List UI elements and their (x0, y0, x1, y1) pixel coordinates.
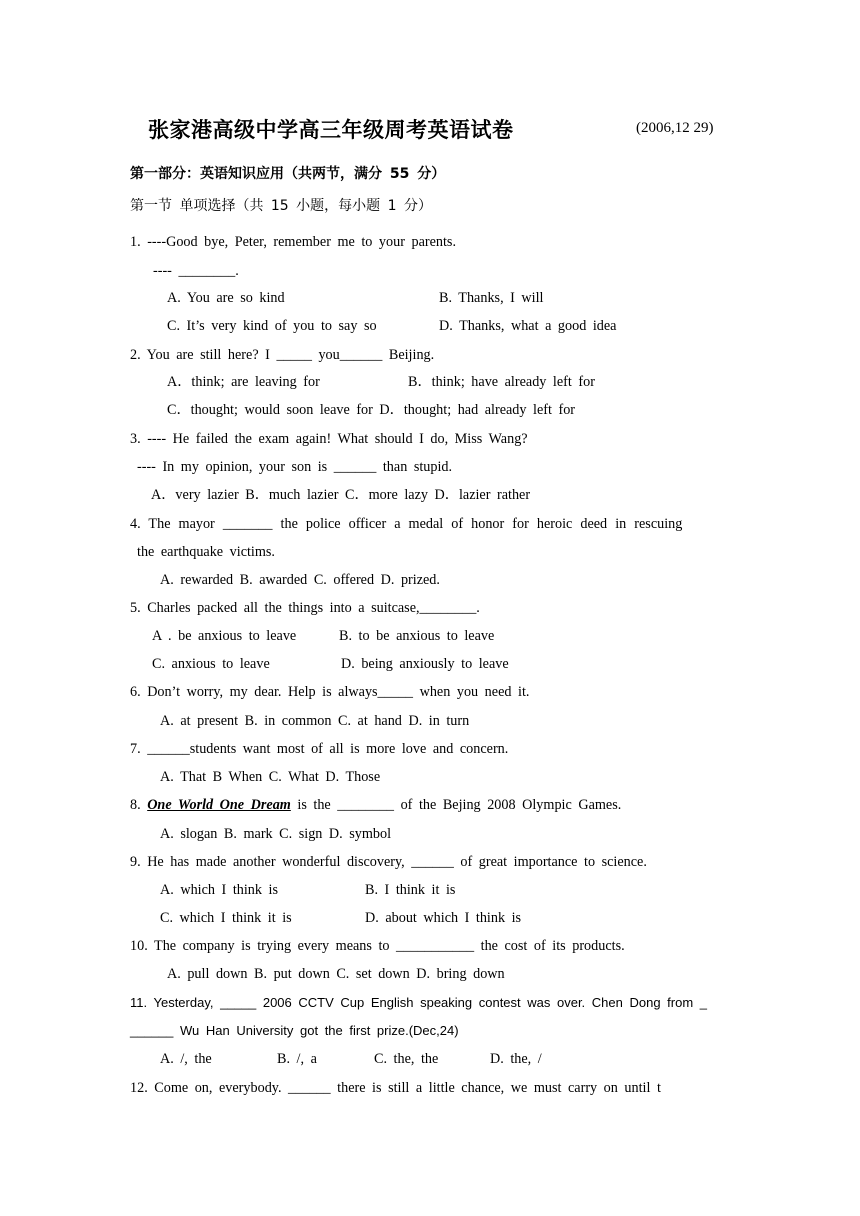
question-3-reply: ---- In my opinion, your son is ______ than stupid. (137, 459, 453, 475)
q11-option-b: B. /, a (277, 1051, 317, 1067)
q4-options: A. rewarded B. awarded C. offered D. prized. (160, 572, 440, 588)
question-4: 4. The mayor _______ the police officer a medal of honor for heroic deed in rescuing (130, 516, 683, 532)
question-6: 6. Don’t worry, my dear. Help is always_____ when you need it. (130, 684, 530, 700)
question-8 (130, 796, 621, 814)
q10-options: A. pull down B. put down C. set down D. bring down (167, 966, 505, 982)
q6-options: A. at present B. in common C. at hand D. in turn (160, 713, 470, 729)
q3-options: A．very lazier B．much lazier C．more lazy D．lazier rather (151, 487, 531, 503)
question-2: 2. You are still here? I _____ you______ Beijing. (130, 347, 435, 363)
q9-option-c: C. which I think it is (160, 910, 292, 926)
q9-option-b: B. I think it is (365, 882, 456, 898)
question-1-reply: ---- ________. (153, 263, 239, 279)
q11-option-c: C. the, the (374, 1051, 439, 1067)
q1-option-b: B. Thanks, I will (439, 290, 544, 306)
q9-option-a: A. which I think is (160, 882, 279, 898)
question-11-cont: ______ Wu Han University got the first prize.(Dec,24) (130, 1023, 459, 1038)
exam-title: 张家港高级中学高三年级周考英语试卷 (148, 118, 514, 142)
section-heading: 第一节 单项选择（共 15 小题，每小题 1 分） (130, 198, 432, 214)
question-7: 7. ______students want most of all is more love and concern. (130, 741, 509, 757)
q5-option-d: D. being anxiously to leave (341, 656, 509, 672)
question-1: 1. ----Good bye, Peter, remember me to your parents. (130, 234, 456, 250)
q5-option-a: A . be anxious to leave (152, 628, 297, 644)
question-11: 11. Yesterday, _____ 2006 CCTV Cup English speaking contest was over. Chen Dong from _ (130, 995, 708, 1010)
q1-option-a: A. You are so kind (167, 290, 285, 306)
q8-options: A. slogan B. mark C. sign D. symbol (160, 826, 392, 842)
q7-options: A. That B When C. What D. Those (160, 769, 381, 785)
q5-option-b: B. to be anxious to leave (339, 628, 495, 644)
question-9: 9. He has made another wonderful discovery, ______ of great importance to science. (130, 854, 647, 870)
question-10: 10. The company is trying every means to ___________ the cost of its products. (130, 938, 625, 954)
q1-option-d: D. Thanks, what a good idea (439, 318, 617, 334)
q2-option-a: A．think; are leaving for (167, 374, 320, 390)
question-3: 3. ---- He failed the exam again! What should I do, Miss Wang? (130, 431, 528, 447)
question-5: 5. Charles packed all the things into a suitcase,________. (130, 600, 480, 616)
q11-option-d: D. the, / (490, 1051, 542, 1067)
q5-option-c: C. anxious to leave (152, 656, 270, 672)
q2-option-cd: C．thought; would soon leave for D．thought; had already left for (167, 402, 576, 418)
question-8-text: is the ________ of the Bejing 2008 Olympic Games. (297, 797, 622, 813)
question-8-slogan: One World One Dream (147, 797, 291, 813)
exam-date: (2006,12 29) (636, 120, 714, 136)
question-12: 12. Come on, everybody. ______ there is still a little chance, we must carry on until t (130, 1080, 661, 1096)
q9-option-d: D. about which I think is (365, 910, 522, 926)
question-4-cont: the earthquake victims. (137, 544, 275, 560)
q1-option-c: C. It’s very kind of you to say so (167, 318, 377, 334)
question-8-number: 8. (130, 797, 141, 813)
part-heading: 第一部分：英语知识应用（共两节，满分 55 分） (130, 166, 446, 182)
q11-option-a: A. /, the (160, 1051, 212, 1067)
q2-option-b: B．think; have already left for (408, 374, 595, 390)
